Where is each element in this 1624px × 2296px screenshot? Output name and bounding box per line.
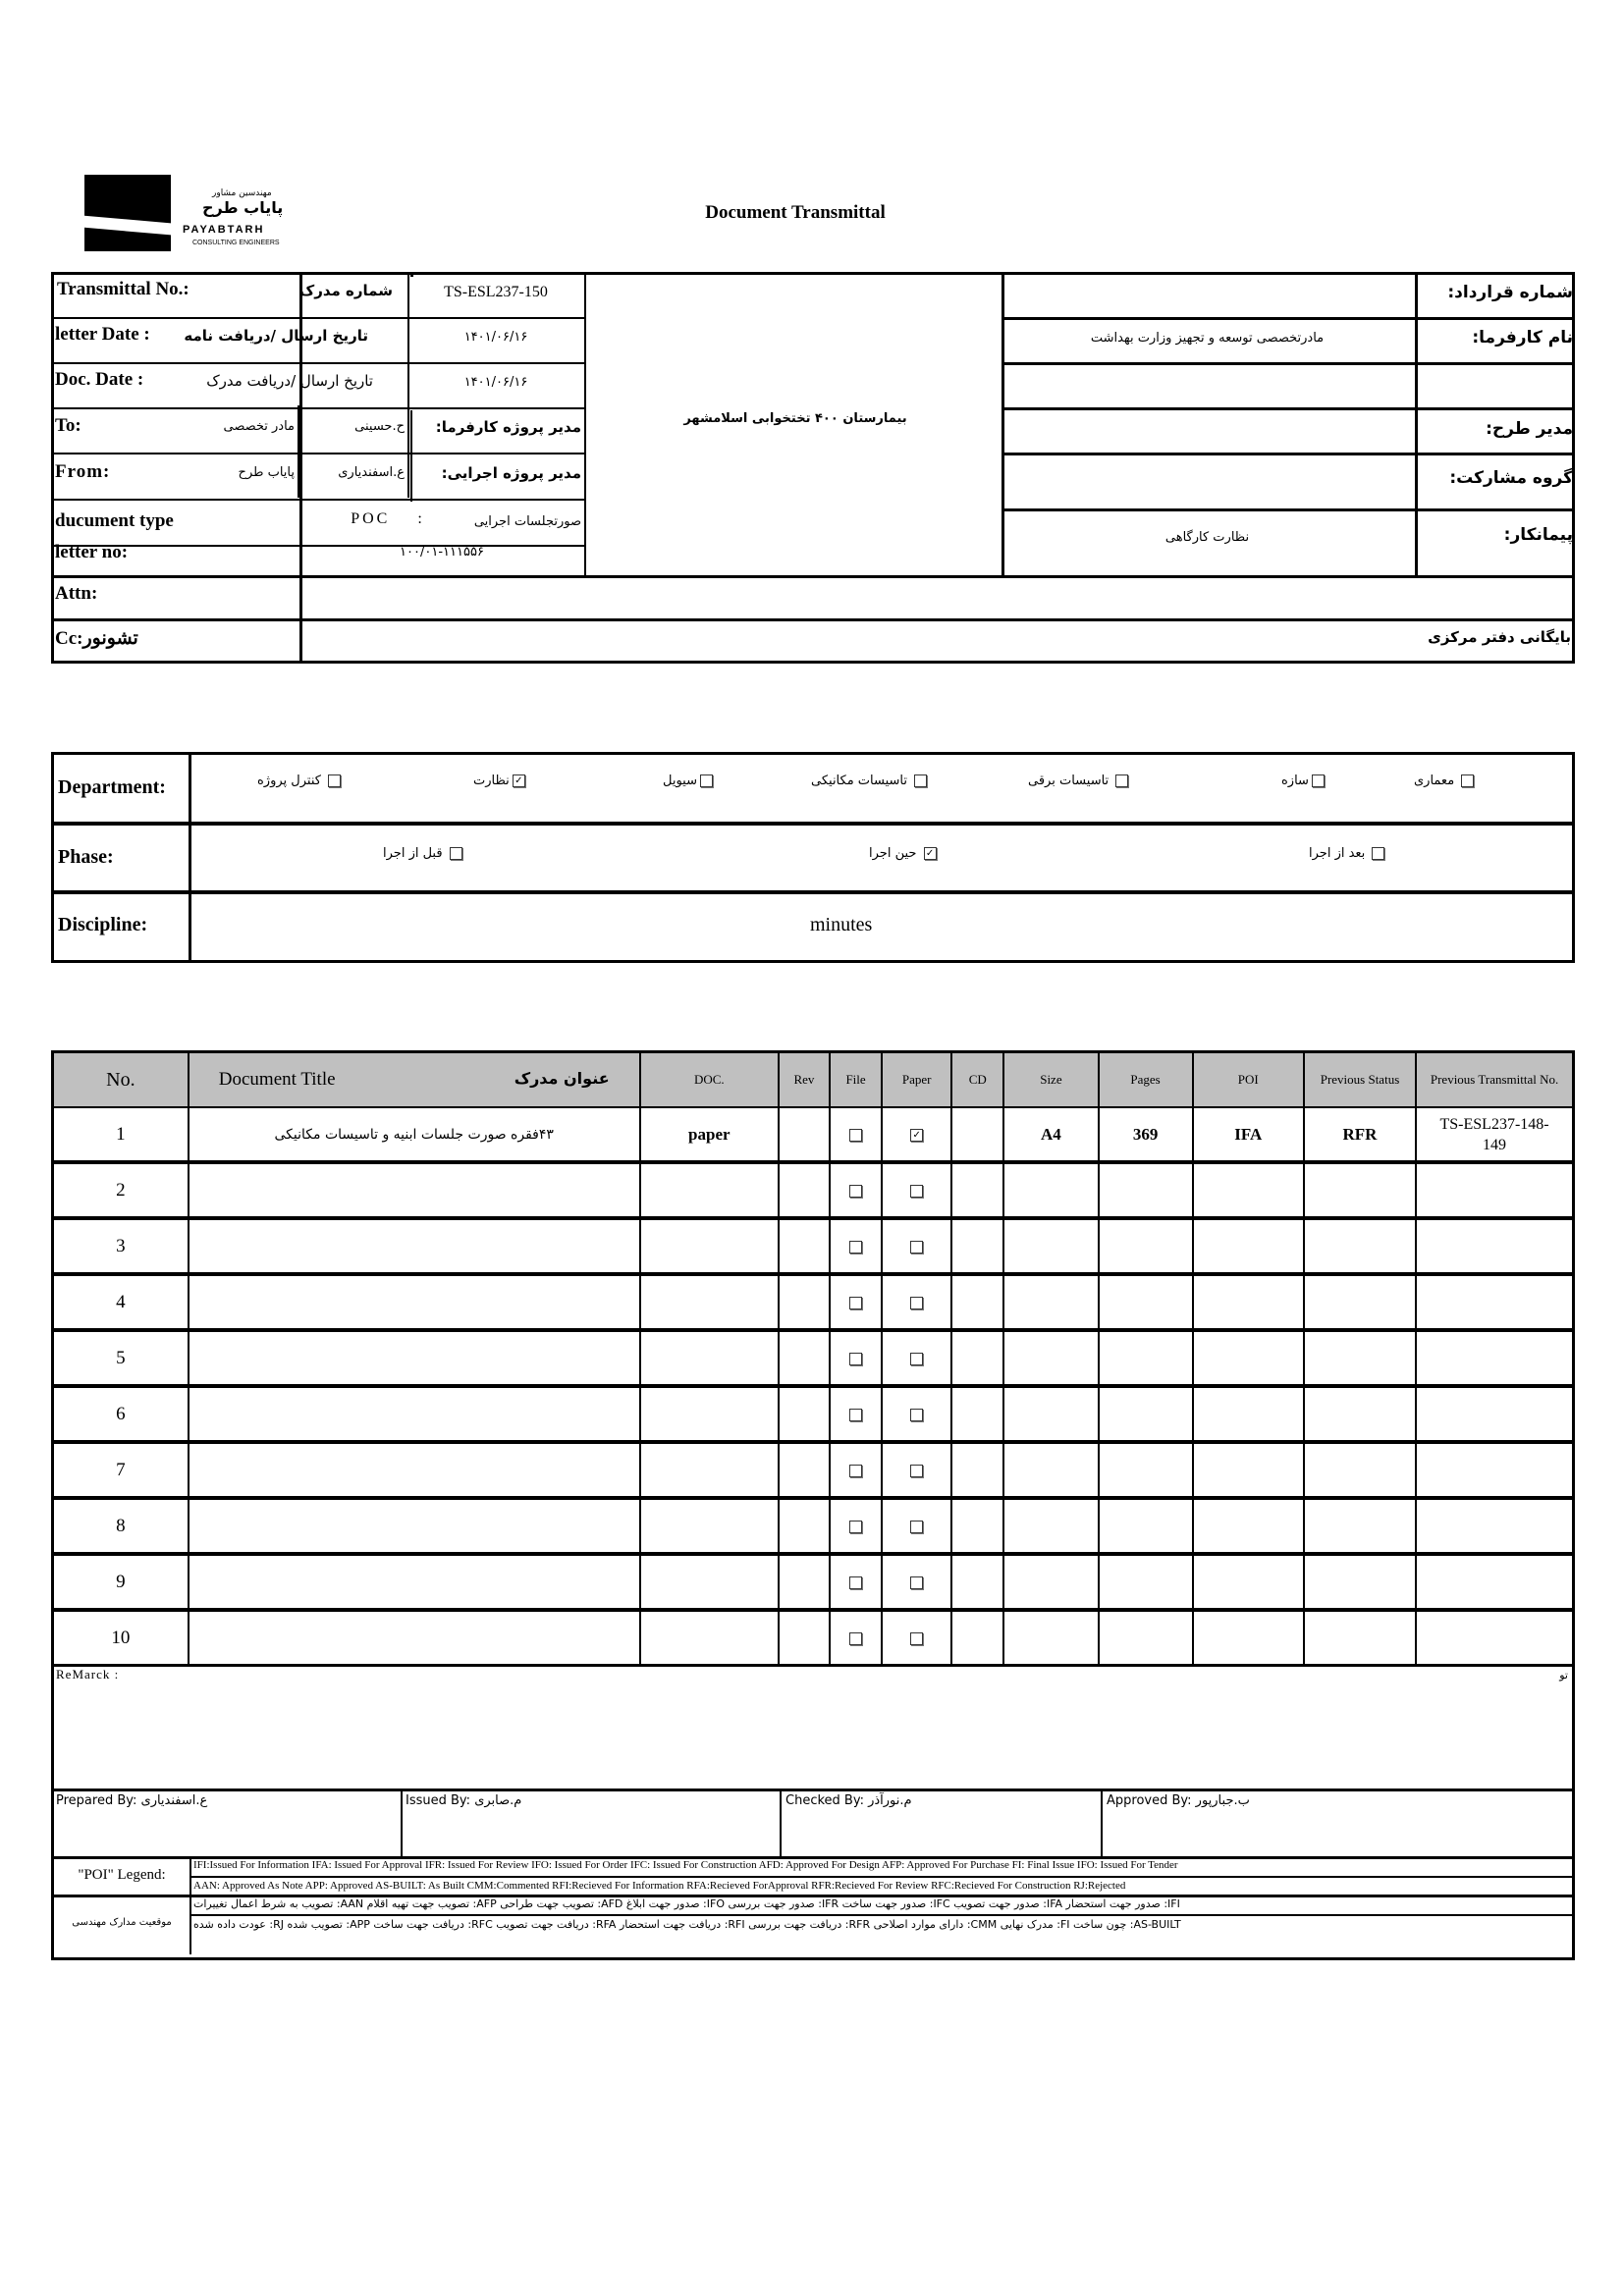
logo-en-subtitle: CONSULTING ENGINEERS bbox=[192, 240, 280, 246]
department-option[interactable] bbox=[811, 774, 930, 788]
cell-title[interactable] bbox=[189, 1554, 640, 1610]
to-person: ح.حسینی bbox=[354, 419, 405, 434]
checkbox-icon[interactable] bbox=[910, 1409, 923, 1421]
cell-file[interactable] bbox=[830, 1498, 882, 1554]
cell-title[interactable] bbox=[189, 1274, 640, 1330]
cell-doc[interactable] bbox=[640, 1442, 779, 1498]
doc-date-label: Doc. Date : bbox=[55, 369, 144, 390]
cell-cd[interactable] bbox=[951, 1330, 1003, 1386]
issued-by: Issued By: م.صابری bbox=[406, 1793, 522, 1808]
checkbox-icon[interactable] bbox=[910, 1241, 923, 1254]
checkbox-icon[interactable] bbox=[849, 1409, 862, 1421]
cell-no: 9 bbox=[53, 1554, 189, 1610]
cell-cd[interactable] bbox=[951, 1218, 1003, 1274]
logo-mark-icon bbox=[84, 175, 171, 251]
checkbox-icon[interactable] bbox=[914, 774, 927, 787]
cell-title[interactable] bbox=[189, 1610, 640, 1666]
cell-size[interactable] bbox=[1003, 1162, 1098, 1218]
cell-no: 5 bbox=[53, 1330, 189, 1386]
phase-option[interactable] bbox=[1309, 846, 1387, 861]
cell-file[interactable] bbox=[830, 1330, 882, 1386]
cell-cd[interactable] bbox=[951, 1554, 1003, 1610]
cell-doc[interactable] bbox=[640, 1330, 779, 1386]
cell-pages[interactable] bbox=[1099, 1610, 1193, 1666]
doc-date-fa-label: تاریخ ارسال /دریافت مدرک bbox=[206, 372, 373, 390]
cell-rev[interactable] bbox=[779, 1610, 830, 1666]
cell-prev-transmittal[interactable] bbox=[1416, 1610, 1573, 1666]
table-row bbox=[53, 1162, 1574, 1218]
cc-value: بایگانی دفتر مرکزی bbox=[1428, 628, 1571, 646]
cell-rev[interactable] bbox=[779, 1442, 830, 1498]
cell-cd[interactable] bbox=[951, 1107, 1003, 1162]
cell-paper[interactable] bbox=[882, 1498, 951, 1554]
cell-pages[interactable] bbox=[1099, 1274, 1193, 1330]
cell-prev-transmittal[interactable] bbox=[1416, 1274, 1573, 1330]
cc-label bbox=[55, 627, 138, 650]
letter-date-label: letter Date : bbox=[55, 324, 150, 345]
cell-paper[interactable] bbox=[882, 1107, 951, 1162]
cell-prev-status[interactable] bbox=[1304, 1610, 1416, 1666]
checkbox-icon[interactable] bbox=[849, 1576, 862, 1589]
logo-fa-name: پایاب طرح bbox=[202, 198, 284, 217]
contract-no-label: شماره قرارداد: bbox=[1447, 283, 1573, 302]
cell-cd[interactable] bbox=[951, 1274, 1003, 1330]
cc-label-text: Cc:رونوشت bbox=[55, 628, 138, 649]
cell-paper[interactable] bbox=[882, 1554, 951, 1610]
cell-prev-status[interactable] bbox=[1304, 1554, 1416, 1610]
cell-file[interactable] bbox=[830, 1554, 882, 1610]
legend-line-3: IFI: صدور جهت استحضار IFA: صدور جهت تصویب IFC: صدور جهت ساخت IFR: صدور جهت بررسی IFO: صدور جهت ابلاغ AFD: تصویب جهت طراحی AFP: تصویب جهت تهیه اقلام AAN: تصویب به شرط اعمال تغییرات bbox=[193, 1897, 1180, 1910]
company-logo bbox=[84, 175, 300, 255]
to-label: To: bbox=[55, 415, 81, 436]
cell-title[interactable] bbox=[189, 1218, 640, 1274]
cell-prev-transmittal[interactable] bbox=[1416, 1498, 1573, 1554]
phase-option[interactable] bbox=[869, 846, 940, 861]
contractor-label: پیمانکار: bbox=[1503, 525, 1573, 545]
cell-paper[interactable] bbox=[882, 1274, 951, 1330]
cell-poi[interactable] bbox=[1193, 1386, 1304, 1442]
doc-type-code: POC : bbox=[351, 510, 425, 527]
table-row bbox=[53, 1218, 1574, 1274]
logo-fa-subtitle: مهندسین مشاور bbox=[212, 188, 272, 198]
cell-pages[interactable]: 369 bbox=[1099, 1107, 1193, 1162]
checkbox-icon[interactable] bbox=[910, 1521, 923, 1533]
table-row bbox=[53, 1107, 1574, 1162]
checkbox-icon[interactable]: ✓ bbox=[910, 1129, 923, 1142]
checked-by: Checked By: م.نورآذر bbox=[785, 1793, 912, 1808]
department-option[interactable] bbox=[473, 774, 528, 788]
cell-rev[interactable] bbox=[779, 1498, 830, 1554]
cell-rev[interactable] bbox=[779, 1107, 830, 1162]
option-label: معماری bbox=[1414, 774, 1455, 788]
col-title-fa: عنوان مدرک bbox=[514, 1069, 610, 1088]
to-value: مادر تخصصی bbox=[223, 419, 295, 434]
cell-title[interactable] bbox=[189, 1162, 640, 1218]
checkbox-icon[interactable] bbox=[1372, 847, 1384, 860]
cell-size[interactable] bbox=[1003, 1498, 1098, 1554]
cell-prev-transmittal[interactable] bbox=[1416, 1442, 1573, 1498]
cell-cd[interactable] bbox=[951, 1162, 1003, 1218]
cell-pages[interactable] bbox=[1099, 1330, 1193, 1386]
employer-value: مادرتخصصی توسعه و تجهیز وزارت بهداشت bbox=[1090, 331, 1325, 346]
checkbox-icon[interactable] bbox=[849, 1632, 862, 1645]
cell-prev-status[interactable] bbox=[1304, 1162, 1416, 1218]
option-label: تاسیسات برقی bbox=[1028, 774, 1110, 788]
cell-title[interactable] bbox=[189, 1330, 640, 1386]
logo-en-name: PAYABTARH bbox=[183, 224, 265, 236]
cell-pages[interactable] bbox=[1099, 1498, 1193, 1554]
checkbox-icon[interactable] bbox=[910, 1185, 923, 1198]
remark-input[interactable] bbox=[58, 1686, 1560, 1785]
from-value: پایاب طرح bbox=[238, 465, 295, 480]
checkbox-icon[interactable] bbox=[910, 1353, 923, 1365]
col-paper: Paper bbox=[882, 1052, 951, 1108]
transmittal-no-value: TS-ESL237-150 bbox=[444, 284, 548, 300]
col-title bbox=[189, 1052, 640, 1108]
employer-label: نام کارفرما: bbox=[1472, 328, 1573, 347]
cell-prev-transmittal[interactable] bbox=[1416, 1330, 1573, 1386]
to-role: مدیر پروژه کارفرما: bbox=[435, 418, 581, 436]
cell-file[interactable] bbox=[830, 1274, 882, 1330]
option-label: سازه bbox=[1281, 774, 1309, 788]
cell-paper[interactable] bbox=[882, 1610, 951, 1666]
status-legend-label: موقعیت مدارک مهندسی bbox=[72, 1917, 172, 1928]
checkbox-icon[interactable] bbox=[910, 1632, 923, 1645]
checkbox-icon[interactable]: ✓ bbox=[924, 847, 937, 860]
cell-prev-status[interactable] bbox=[1304, 1274, 1416, 1330]
cell-doc[interactable] bbox=[640, 1162, 779, 1218]
cell-poi[interactable] bbox=[1193, 1442, 1304, 1498]
checkbox-icon[interactable] bbox=[700, 774, 713, 787]
option-label: حین اجرا bbox=[869, 846, 917, 861]
cell-size[interactable] bbox=[1003, 1610, 1098, 1666]
department-label: Department: bbox=[58, 776, 166, 798]
checkbox-icon[interactable] bbox=[849, 1241, 862, 1254]
doc-type-fa: صورتجلسات اجرایی bbox=[473, 514, 581, 529]
letter-no-value: ۱۰۰/۰۱-۱۱۱۵۵۶ bbox=[400, 545, 484, 560]
cell-paper[interactable] bbox=[882, 1162, 951, 1218]
col-pages: Pages bbox=[1099, 1052, 1193, 1108]
cell-doc[interactable] bbox=[640, 1498, 779, 1554]
cell-doc[interactable] bbox=[640, 1218, 779, 1274]
documents-table bbox=[51, 1050, 1575, 1667]
cell-doc[interactable] bbox=[640, 1554, 779, 1610]
cell-rev[interactable] bbox=[779, 1330, 830, 1386]
table-header-row bbox=[53, 1052, 1574, 1108]
cell-rev[interactable] bbox=[779, 1554, 830, 1610]
cell-rev[interactable] bbox=[779, 1274, 830, 1330]
department-option[interactable] bbox=[1028, 774, 1131, 788]
col-title-en: Document Title bbox=[218, 1069, 336, 1090]
cell-prev-transmittal[interactable] bbox=[1416, 1554, 1573, 1610]
cell-no: 6 bbox=[53, 1386, 189, 1442]
table-row bbox=[53, 1442, 1574, 1498]
cell-title[interactable]: ۴۳فقره صورت جلسات ابنیه و تاسیسات مکانیکی bbox=[189, 1107, 640, 1162]
cell-no: 3 bbox=[53, 1218, 189, 1274]
table-row bbox=[53, 1386, 1574, 1442]
cell-cd[interactable] bbox=[951, 1498, 1003, 1554]
cell-prev-transmittal[interactable]: TS-ESL237-148-149 bbox=[1416, 1107, 1573, 1162]
project-name: بیمارستان ۴۰۰ تختخوابی اسلامشهر bbox=[683, 411, 907, 426]
option-label: نظارت bbox=[473, 774, 510, 788]
from-label: From: bbox=[55, 461, 111, 482]
cell-prev-status[interactable]: RFR bbox=[1304, 1107, 1416, 1162]
letter-date-fa-label: تاریخ ارسال /دریافت نامه bbox=[184, 327, 368, 345]
col-cd: CD bbox=[951, 1052, 1003, 1108]
cell-size[interactable]: A4 bbox=[1003, 1107, 1098, 1162]
attn-label: Attn: bbox=[55, 583, 98, 604]
cell-no: 2 bbox=[53, 1162, 189, 1218]
cell-doc[interactable] bbox=[640, 1386, 779, 1442]
prepared-by: Prepared By: ع.اسفندیاری bbox=[56, 1793, 208, 1808]
partnership-label: گروه مشارکت: bbox=[1449, 468, 1573, 488]
checkbox-icon[interactable] bbox=[450, 847, 462, 860]
cell-no: 7 bbox=[53, 1442, 189, 1498]
cell-poi[interactable]: IFA bbox=[1193, 1107, 1304, 1162]
cell-file[interactable] bbox=[830, 1386, 882, 1442]
transmittal-no-fa-label: شماره مدرک bbox=[298, 282, 393, 299]
contractor-value: نظارت کارگاهی bbox=[1164, 530, 1250, 545]
department-option[interactable] bbox=[663, 774, 716, 788]
col-prev-status: Previous Status bbox=[1304, 1052, 1416, 1108]
department-option[interactable] bbox=[257, 774, 344, 788]
checkbox-icon[interactable] bbox=[1312, 774, 1325, 787]
option-label: سیویل bbox=[663, 774, 697, 788]
cell-file[interactable] bbox=[830, 1162, 882, 1218]
cell-pages[interactable] bbox=[1099, 1442, 1193, 1498]
from-role: مدیر پروژه اجرایی: bbox=[441, 464, 581, 482]
col-rev: Rev bbox=[779, 1052, 830, 1108]
cell-size[interactable] bbox=[1003, 1442, 1098, 1498]
table-row bbox=[53, 1498, 1574, 1554]
cell-prev-status[interactable] bbox=[1304, 1218, 1416, 1274]
cell-pages[interactable] bbox=[1099, 1386, 1193, 1442]
approved-by: Approved By: ب.جبارپور bbox=[1107, 1793, 1250, 1808]
doc-date-value: ۱۴۰۱/۰۶/۱۶ bbox=[463, 375, 528, 390]
checkbox-icon[interactable] bbox=[1115, 774, 1128, 787]
cell-poi[interactable] bbox=[1193, 1554, 1304, 1610]
cell-poi[interactable] bbox=[1193, 1498, 1304, 1554]
checkbox-icon[interactable] bbox=[849, 1353, 862, 1365]
cell-size[interactable] bbox=[1003, 1274, 1098, 1330]
cell-doc[interactable]: paper bbox=[640, 1107, 779, 1162]
cell-pages[interactable] bbox=[1099, 1162, 1193, 1218]
checkbox-icon[interactable] bbox=[910, 1465, 923, 1477]
cell-cd[interactable] bbox=[951, 1442, 1003, 1498]
cell-no: 1 bbox=[53, 1107, 189, 1162]
doc-type-label: ducument type bbox=[55, 510, 174, 531]
letter-date-value: ۱۴۰۱/۰۶/۱۶ bbox=[463, 330, 528, 345]
cell-pages[interactable] bbox=[1099, 1218, 1193, 1274]
cell-rev[interactable] bbox=[779, 1386, 830, 1442]
remark-label: ReMarck : bbox=[56, 1667, 120, 1682]
table-row bbox=[53, 1554, 1574, 1610]
phase-option[interactable] bbox=[383, 846, 465, 861]
cell-no: 4 bbox=[53, 1274, 189, 1330]
checkbox-icon[interactable]: ✓ bbox=[513, 774, 525, 787]
transmittal-no-label: Transmittal No.: bbox=[57, 279, 189, 299]
cell-file[interactable] bbox=[830, 1218, 882, 1274]
checkbox-icon[interactable] bbox=[849, 1465, 862, 1477]
cell-doc[interactable] bbox=[640, 1274, 779, 1330]
table-row bbox=[53, 1330, 1574, 1386]
cell-no: 8 bbox=[53, 1498, 189, 1554]
col-prev-transmittal: Previous Transmittal No. bbox=[1416, 1052, 1573, 1108]
cell-file[interactable] bbox=[830, 1107, 882, 1162]
cell-paper[interactable] bbox=[882, 1330, 951, 1386]
cell-no: 10 bbox=[53, 1610, 189, 1666]
legend-line-4: AS-BUILT: چون ساخت FI: مدرک نهایی CMM: دارای موارد اصلاحی RFR: دریافت جهت بررسی RFI: دریافت جهت استحضار RFA: دریافت جهت تصویب RFC: دریافت جهت ساخت APP: تصویب شده RJ: عودت داده شده bbox=[193, 1918, 1181, 1931]
cell-poi[interactable] bbox=[1193, 1274, 1304, 1330]
cell-poi[interactable] bbox=[1193, 1162, 1304, 1218]
letter-no-label: letter no: bbox=[55, 542, 129, 562]
department-option[interactable] bbox=[1281, 774, 1327, 788]
cell-size[interactable] bbox=[1003, 1554, 1098, 1610]
col-file: File bbox=[830, 1052, 882, 1108]
option-label: بعد از اجرا bbox=[1309, 846, 1366, 861]
col-poi: POI bbox=[1193, 1052, 1304, 1108]
cell-poi[interactable] bbox=[1193, 1610, 1304, 1666]
cell-prev-transmittal[interactable] bbox=[1416, 1386, 1573, 1442]
cell-prev-transmittal[interactable] bbox=[1416, 1218, 1573, 1274]
checkbox-icon[interactable] bbox=[1461, 774, 1474, 787]
cell-prev-status[interactable] bbox=[1304, 1330, 1416, 1386]
cell-prev-status[interactable] bbox=[1304, 1386, 1416, 1442]
discipline-value: minutes bbox=[810, 914, 873, 935]
cell-paper[interactable] bbox=[882, 1386, 951, 1442]
cell-size[interactable] bbox=[1003, 1386, 1098, 1442]
page-title: Document Transmittal bbox=[705, 202, 886, 223]
table-row bbox=[53, 1610, 1574, 1666]
footer-box bbox=[51, 1665, 1575, 1960]
option-label: کنترل پروژه bbox=[257, 774, 321, 788]
cell-title[interactable] bbox=[189, 1442, 640, 1498]
cell-file[interactable] bbox=[830, 1442, 882, 1498]
department-option[interactable] bbox=[1414, 774, 1477, 788]
cell-size[interactable] bbox=[1003, 1218, 1098, 1274]
option-label: قبل از اجرا bbox=[383, 846, 443, 861]
cell-poi[interactable] bbox=[1193, 1218, 1304, 1274]
cell-poi[interactable] bbox=[1193, 1330, 1304, 1386]
discipline-label: Discipline: bbox=[58, 914, 148, 935]
cell-paper[interactable] bbox=[882, 1218, 951, 1274]
checkbox-icon[interactable] bbox=[910, 1576, 923, 1589]
checkbox-icon[interactable] bbox=[849, 1297, 862, 1309]
cell-prev-status[interactable] bbox=[1304, 1442, 1416, 1498]
from-person: ع.اسفندیاری bbox=[338, 465, 405, 480]
checkbox-icon[interactable] bbox=[849, 1521, 862, 1533]
cell-title[interactable] bbox=[189, 1386, 640, 1442]
cell-pages[interactable] bbox=[1099, 1554, 1193, 1610]
cell-paper[interactable] bbox=[882, 1442, 951, 1498]
cell-size[interactable] bbox=[1003, 1330, 1098, 1386]
checkbox-icon[interactable] bbox=[328, 774, 341, 787]
checkbox-icon[interactable] bbox=[849, 1185, 862, 1198]
option-label: تاسیسات مکانیکی bbox=[811, 774, 907, 788]
cell-prev-status[interactable] bbox=[1304, 1498, 1416, 1554]
remark-fa-label: تو bbox=[1559, 1669, 1568, 1682]
cell-cd[interactable] bbox=[951, 1610, 1003, 1666]
col-doc: DOC. bbox=[640, 1052, 779, 1108]
table-row bbox=[53, 1274, 1574, 1330]
cell-prev-transmittal[interactable] bbox=[1416, 1162, 1573, 1218]
cell-rev[interactable] bbox=[779, 1218, 830, 1274]
legend-line-1: IFI:Issued For Information IFA: Issued For Approval IFR: Issued For Review IFO: Issued For Order IFC: Issued For Construction AFD: Approved For Design AFP: Approved For Purchase FI: Final Issue IFO: Issued For Tender bbox=[193, 1859, 1178, 1871]
cell-doc[interactable] bbox=[640, 1610, 779, 1666]
plan-manager-label: مدیر طرح: bbox=[1486, 419, 1573, 439]
checkbox-icon[interactable] bbox=[910, 1297, 923, 1309]
checkbox-icon[interactable] bbox=[849, 1129, 862, 1142]
legend-line-2: AAN: Approved As Note APP: Approved AS-BUILT: As Built CMM:Commented RFI:Recieved For Information RFA:Recieved ForApproval RFR:Recieved For Review RFC:Recieved For Construction RJ:Rejected bbox=[193, 1880, 1126, 1892]
cell-title[interactable] bbox=[189, 1498, 640, 1554]
cell-file[interactable] bbox=[830, 1610, 882, 1666]
cell-rev[interactable] bbox=[779, 1162, 830, 1218]
phase-label: Phase: bbox=[58, 846, 114, 868]
poi-legend-label: "POI" Legend: bbox=[78, 1867, 166, 1883]
col-no: No. bbox=[53, 1052, 189, 1108]
cell-cd[interactable] bbox=[951, 1386, 1003, 1442]
col-size: Size bbox=[1003, 1052, 1098, 1108]
